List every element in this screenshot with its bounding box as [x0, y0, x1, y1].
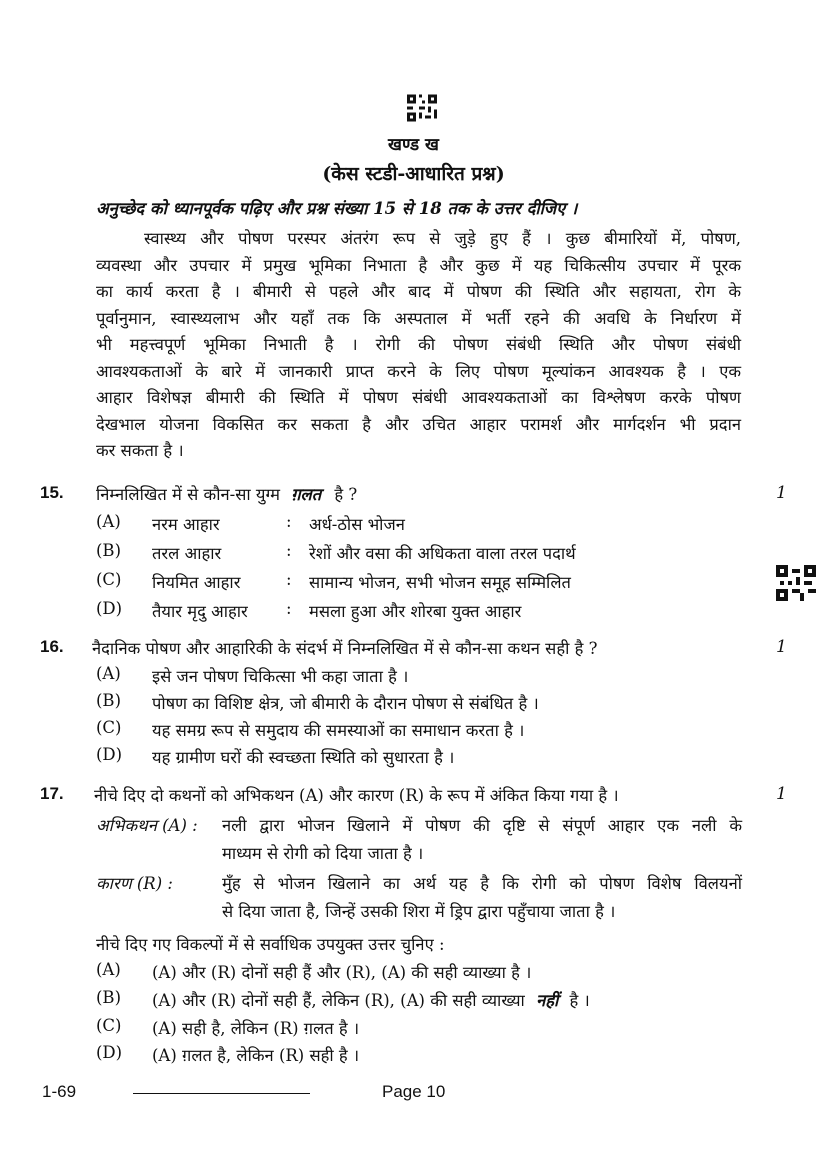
- passage-line: व्यवस्था और उपचार में प्रमुख भूमिका निभाता है और कुछ में यह चिकित्सीय उपचार में पूरक: [96, 255, 741, 275]
- question-text: निम्नलिखित में से कौन-सा युग्म: [96, 485, 280, 504]
- passage-line: पूर्वानुमान, स्वास्थ्यलाभ और यहाँ तक कि अस्पताल में भर्ती रहने की अवधि के निर्धारण में: [96, 308, 741, 328]
- option-label: (B): [96, 691, 121, 710]
- option-text: (A) सही है, लेकिन (R) ग़लत है ।: [152, 1019, 360, 1038]
- option-label: (C): [96, 570, 122, 589]
- reason-line: से दिया जाता है, जिन्हें उसकी शिरा में ड्रिप द्वारा पहुँचाया जाता है ।: [222, 902, 616, 921]
- option-text: यह ग्रामीण घरों की स्वच्छता स्थिति को सुधारता है ।: [152, 748, 455, 767]
- footer-divider: [133, 1093, 310, 1094]
- emphasis-word: ग़लत: [291, 485, 322, 504]
- option-text: (A) और (R) दोनों सही हैं, लेकिन (R), (A) की सही व्याख्या: [152, 991, 525, 1010]
- passage-line: आवश्यकताओं के बारे में जानकारी प्राप्त करने के लिए पोषण मूल्यांकन आवश्यक है । एक: [96, 361, 741, 381]
- option-separator: :: [286, 570, 292, 589]
- qr-code-side-icon: [776, 564, 816, 602]
- question-number: 16.: [40, 637, 64, 656]
- question-17-text: नीचे दिए दो कथनों को अभिकथन (A) और कारण (R) के रूप में अंकित किया गया है ।: [94, 786, 619, 805]
- option-left: नरम आहार: [152, 515, 220, 534]
- option-label: (D): [96, 1043, 123, 1062]
- option-label: (A): [96, 960, 121, 979]
- question-marks: 1: [776, 483, 787, 503]
- option-left: तैयार मृदु आहार: [152, 602, 248, 621]
- option-text: यह समग्र रूप से समुदाय की समस्याओं का समाधान करता है ।: [152, 721, 525, 740]
- question-number: 15.: [40, 483, 64, 502]
- option-separator: :: [286, 599, 292, 618]
- option-separator: :: [286, 541, 292, 560]
- question-text: है ?: [334, 485, 358, 504]
- option-text-17b: [152, 988, 590, 1011]
- option-label: (C): [96, 718, 122, 737]
- option-label: (B): [96, 541, 121, 560]
- option-right: रेशों और वसा की अधिकता वाला तरल पदार्थ: [309, 544, 576, 563]
- option-label: (A): [96, 664, 121, 683]
- assertion-line: माध्यम से रोगी को दिया जाता है ।: [222, 844, 424, 863]
- question-marks: 1: [776, 637, 787, 657]
- qr-code-top-icon: [407, 94, 437, 122]
- option-text: पोषण का विशिष्ट क्षेत्र, जो बीमारी के दौरान पोषण से संबंधित है ।: [152, 694, 539, 713]
- option-separator: :: [286, 512, 292, 531]
- instruction: अनुच्छेद को ध्यानपूर्वक पढ़िए और प्रश्न संख्या 15 से 18 तक के उत्तर दीजिए ।: [96, 199, 578, 218]
- option-label: (D): [96, 599, 123, 618]
- option-right: अर्ध-ठोस भोजन: [309, 515, 405, 534]
- page-number: Page 10: [382, 1082, 446, 1101]
- passage-line: का कार्य करता है । बीमारी से पहले और बाद में पोषण की स्थिति और सहायता, रोग के: [96, 282, 741, 301]
- option-left: नियमित आहार: [152, 573, 241, 592]
- passage-line: स्वास्थ्य और पोषण परस्पर अंतरंग रूप से जुड़े हुए हैं । कुछ बीमारियों में, पोषण,: [144, 229, 741, 248]
- question-16-text: नैदानिक पोषण और आहारिकी के संदर्भ में निम्नलिखित में से कौन-सा कथन सही है ?: [92, 639, 598, 658]
- passage-line: आहार विशेषज्ञ बीमारी की स्थिति में पोषण संबंधी आवश्यकताओं का विश्लेषण करके पोषण: [96, 388, 741, 407]
- option-text: (A) और (R) दोनों सही हैं और (R), (A) की सही व्याख्या है ।: [152, 963, 532, 982]
- question-marks: 1: [776, 784, 787, 804]
- passage-line: देखभाल योजना विकसित कर सकता है और उचित आहार परामर्श और मार्गदर्शन भी प्रदान: [96, 414, 741, 434]
- passage-line: कर सकता है ।: [96, 441, 184, 460]
- option-label: (A): [96, 512, 121, 531]
- reason-line: मुँह से भोजन खिलाने का अर्थ यह है कि रोगी को पोषण विशेष विलयनों: [222, 874, 742, 893]
- passage: [96, 226, 741, 465]
- option-left: तरल आहार: [152, 544, 222, 563]
- reason-label: कारण (R) :: [96, 874, 173, 893]
- section-subtitle: (केस स्टडी-आधारित प्रश्न): [322, 163, 505, 185]
- emphasis-word: नहीं: [536, 991, 559, 1010]
- assertion-label: अभिकथन (A) :: [96, 816, 198, 835]
- option-text: इसे जन पोषण चिकित्सा भी कहा जाता है ।: [152, 667, 409, 686]
- question-number: 17.: [40, 784, 64, 803]
- section-title: खण्ड ख: [388, 135, 439, 155]
- option-tail: है ।: [569, 991, 590, 1010]
- passage-line: भी महत्त्वपूर्ण भूमिका निभाती है । रोगी की पोषण संबंधी स्थिति और पोषण संबंधी: [96, 335, 741, 354]
- option-right: सामान्य भोजन, सभी भोजन समूह सम्मिलित: [309, 573, 571, 592]
- option-label: (B): [96, 988, 121, 1007]
- assertion-line: नली द्वारा भोजन खिलाने में पोषण की दृष्टि से संपूर्ण आहार एक नली के: [222, 816, 742, 835]
- choose-instruction: नीचे दिए गए विकल्पों में से सर्वाधिक उपयुक्त उत्तर चुनिए :: [96, 935, 445, 954]
- option-right: मसला हुआ और शोरबा युक्त आहार: [309, 602, 522, 621]
- paper-code: 1-69: [42, 1082, 77, 1101]
- option-label: (D): [96, 745, 123, 764]
- question-15-text: [96, 482, 357, 505]
- option-text: (A) ग़लत है, लेकिन (R) सही है ।: [152, 1046, 360, 1065]
- option-label: (C): [96, 1016, 122, 1035]
